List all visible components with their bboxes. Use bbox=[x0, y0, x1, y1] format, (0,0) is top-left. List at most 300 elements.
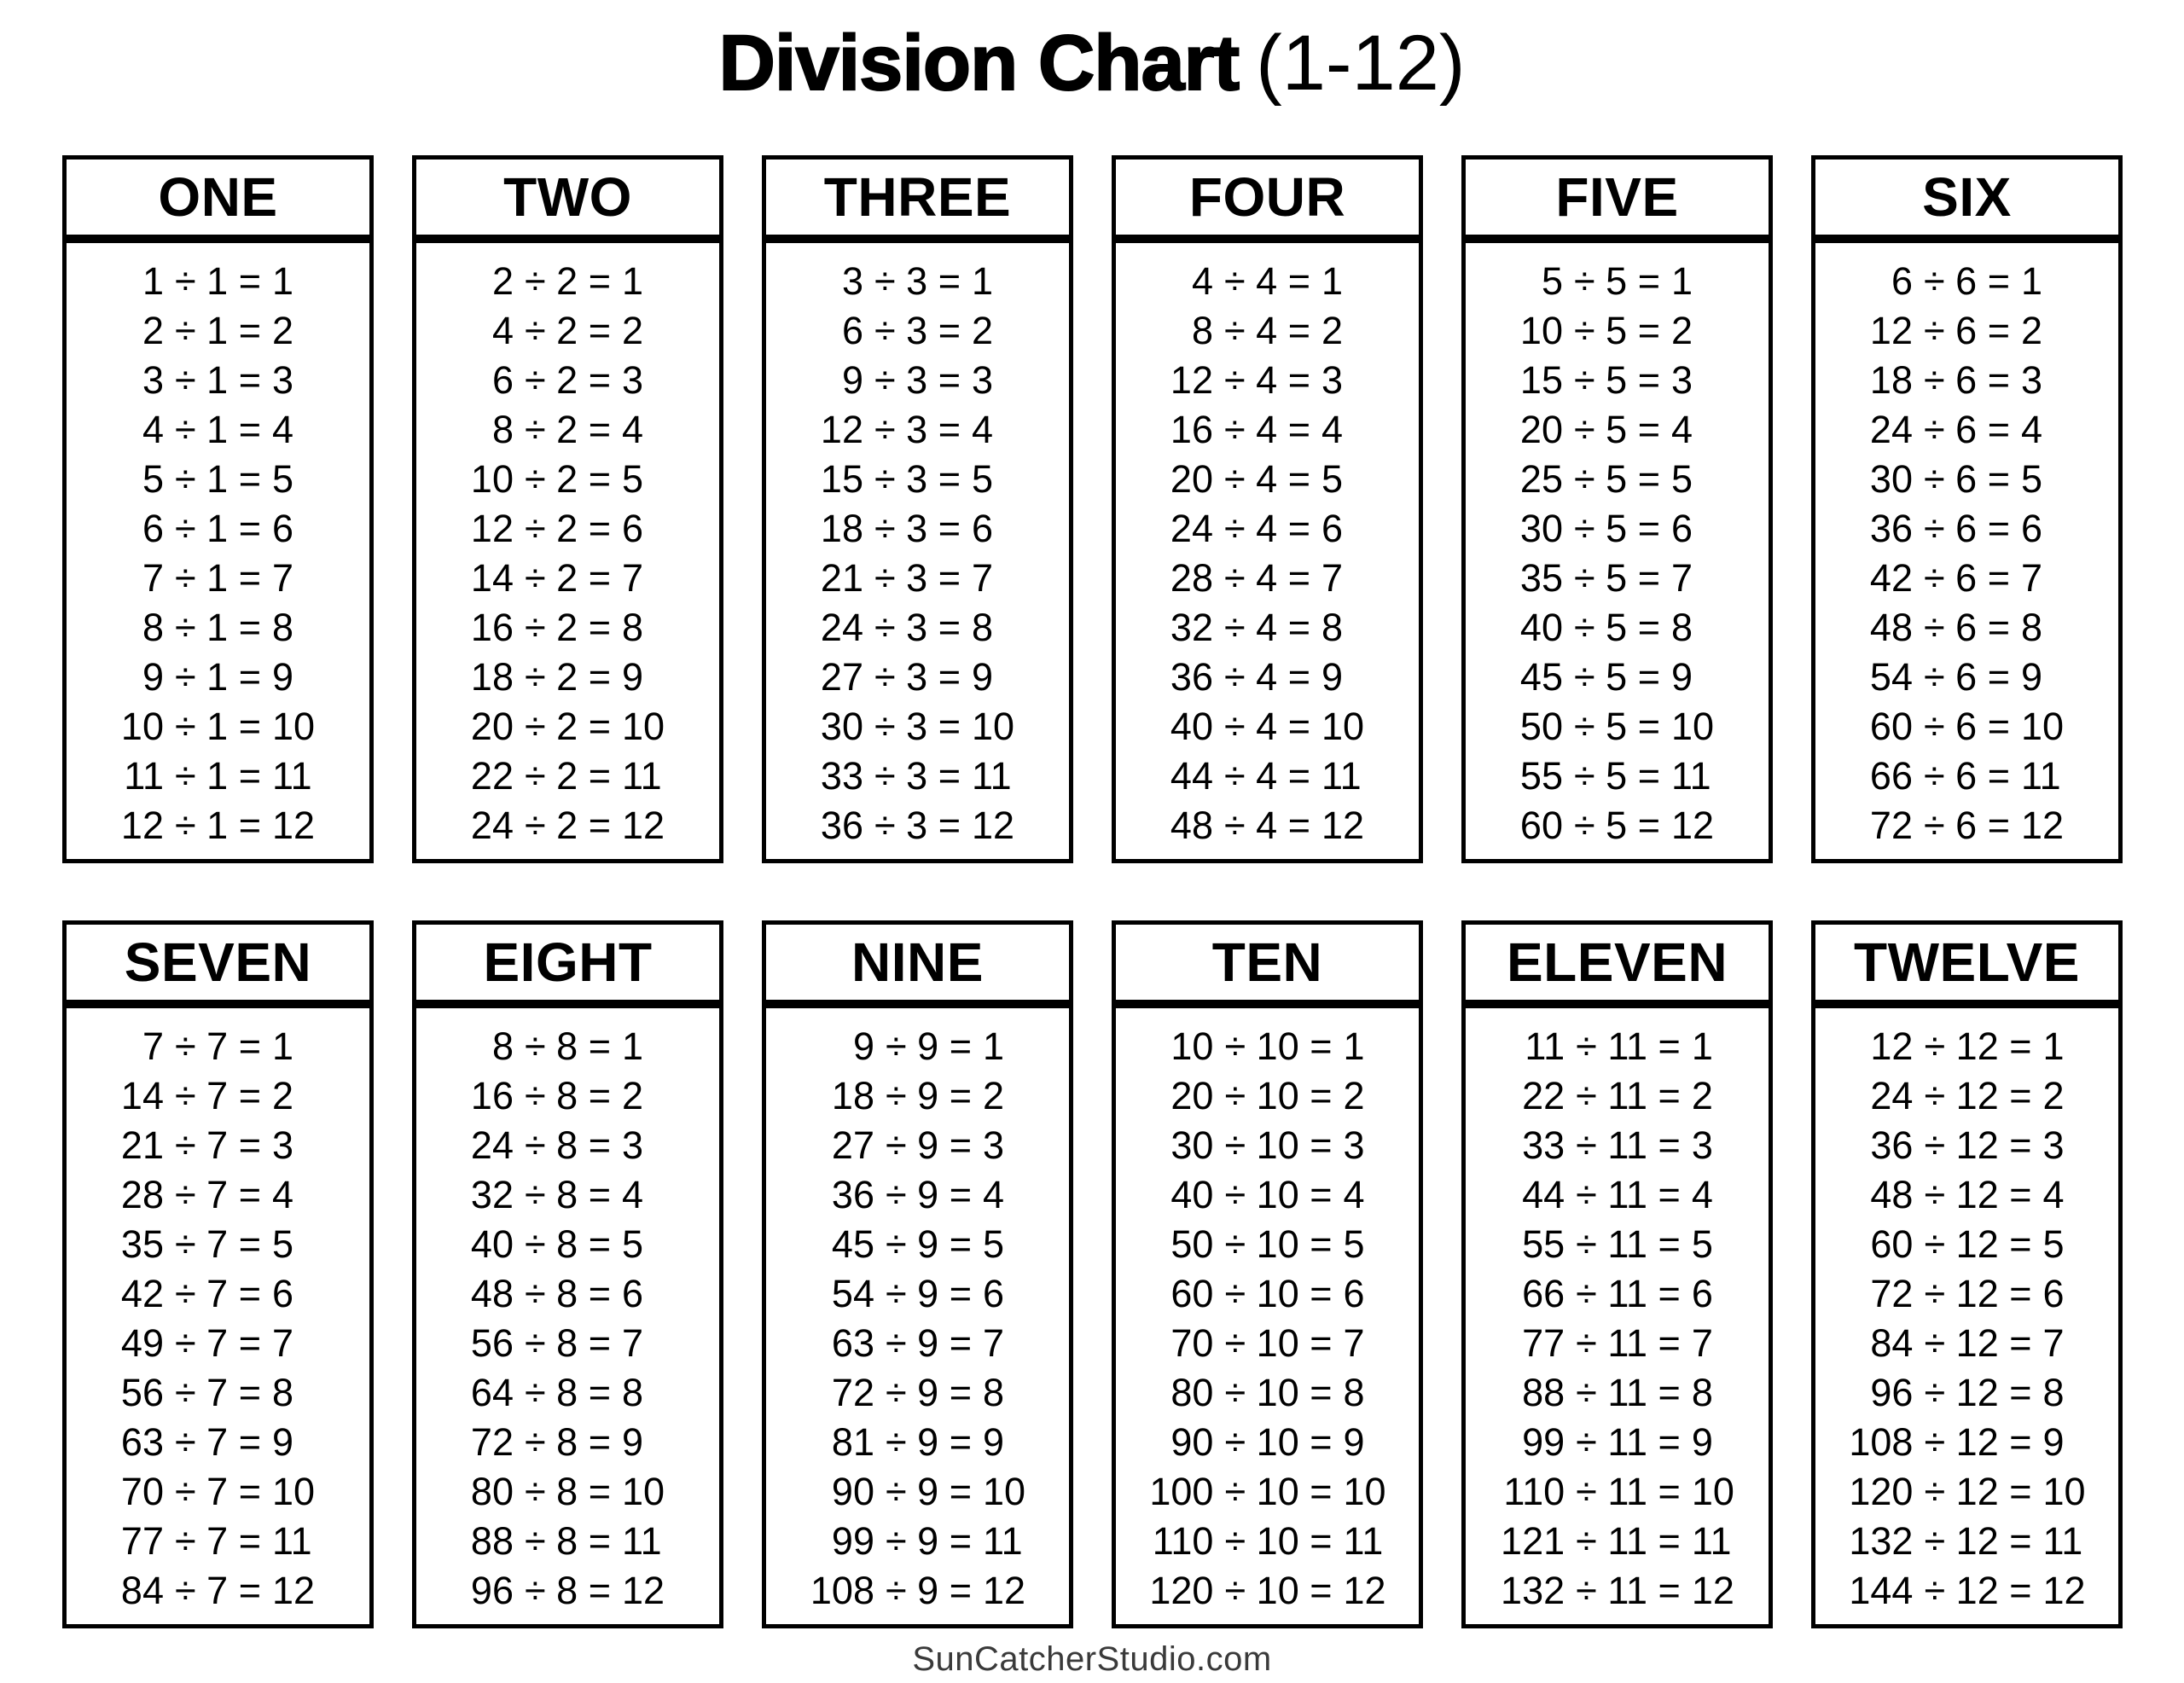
fact-operator: ÷ 2 = bbox=[524, 754, 611, 798]
fact-dividend: 6 bbox=[142, 507, 164, 550]
fact-quotient: 10 bbox=[972, 705, 1015, 748]
fact-dividend: 32 bbox=[470, 1173, 514, 1216]
fact-quotient: 11 bbox=[2042, 1519, 2083, 1563]
fact-operator: ÷ 10 = bbox=[1224, 1222, 1333, 1266]
fact-quotient: 4 bbox=[972, 408, 994, 451]
fact-operator: ÷ 9 = bbox=[885, 1321, 972, 1365]
fact-quotient: 7 bbox=[983, 1321, 1005, 1365]
fact-quotient: 7 bbox=[972, 556, 994, 600]
fact-operator: ÷ 7 = bbox=[174, 1173, 261, 1216]
division-fact bbox=[1466, 752, 1769, 801]
fact-dividend: 60 bbox=[1519, 804, 1563, 847]
fact-dividend: 24 bbox=[1870, 1074, 1914, 1117]
division-fact bbox=[1116, 306, 1419, 356]
division-fact bbox=[1815, 1517, 2118, 1566]
fact-quotient: 6 bbox=[1321, 507, 1344, 550]
division-panel-six bbox=[1811, 155, 2123, 863]
fact-dividend: 7 bbox=[142, 556, 164, 600]
fact-dividend: 16 bbox=[470, 1074, 514, 1117]
fact-dividend: 12 bbox=[820, 408, 863, 451]
fact-dividend: 108 bbox=[1849, 1420, 1914, 1464]
fact-quotient: 2 bbox=[983, 1074, 1005, 1117]
fact-dividend: 50 bbox=[1519, 705, 1563, 748]
fact-quotient: 9 bbox=[2021, 655, 2043, 699]
fact-quotient: 11 bbox=[622, 754, 662, 798]
panels-row-2 bbox=[0, 920, 2184, 1628]
fact-operator: ÷ 9 = bbox=[885, 1420, 972, 1464]
panel-header-label: ELEVEN bbox=[1461, 920, 1773, 1004]
fact-dividend: 12 bbox=[470, 507, 514, 550]
fact-dividend: 44 bbox=[1522, 1173, 1565, 1216]
division-fact bbox=[1116, 1319, 1419, 1368]
fact-dividend: 21 bbox=[820, 556, 863, 600]
fact-dividend: 8 bbox=[491, 1024, 514, 1068]
fact-operator: ÷ 10 = bbox=[1224, 1024, 1333, 1068]
fact-operator: ÷ 12 = bbox=[1924, 1123, 2032, 1167]
fact-quotient: 1 bbox=[622, 259, 644, 303]
fact-dividend: 80 bbox=[1170, 1371, 1214, 1414]
fact-quotient: 3 bbox=[622, 1123, 644, 1167]
fact-quotient: 1 bbox=[1321, 259, 1344, 303]
division-fact bbox=[766, 1022, 1069, 1071]
fact-quotient: 2 bbox=[1691, 1074, 1713, 1117]
fact-operator: ÷ 4 = bbox=[1223, 705, 1310, 748]
division-fact bbox=[1466, 356, 1769, 405]
fact-operator: ÷ 8 = bbox=[524, 1470, 611, 1513]
fact-operator: ÷ 7 = bbox=[174, 1519, 261, 1563]
division-fact bbox=[416, 1220, 719, 1269]
division-fact bbox=[67, 1269, 369, 1319]
fact-dividend: 40 bbox=[1519, 606, 1563, 649]
panel-header-label: FIVE bbox=[1461, 155, 1773, 239]
division-fact bbox=[416, 1467, 719, 1517]
division-fact bbox=[1116, 1368, 1419, 1418]
fact-dividend: 81 bbox=[831, 1420, 874, 1464]
fact-quotient: 1 bbox=[1343, 1024, 1365, 1068]
fact-quotient: 2 bbox=[2021, 309, 2043, 352]
fact-operator: ÷ 8 = bbox=[524, 1074, 611, 1117]
fact-quotient: 8 bbox=[622, 1371, 644, 1414]
division-panel-seven bbox=[62, 920, 374, 1628]
fact-dividend: 88 bbox=[1522, 1371, 1565, 1414]
fact-dividend: 11 bbox=[1525, 1024, 1565, 1068]
division-fact bbox=[1466, 702, 1769, 752]
division-fact bbox=[1466, 1022, 1769, 1071]
fact-dividend: 48 bbox=[1170, 804, 1213, 847]
fact-quotient: 4 bbox=[272, 1173, 294, 1216]
fact-quotient: 7 bbox=[2042, 1321, 2065, 1365]
fact-operator: ÷ 4 = bbox=[1223, 358, 1310, 402]
panel-body bbox=[62, 1004, 374, 1628]
fact-dividend: 4 bbox=[1191, 259, 1213, 303]
fact-dividend: 12 bbox=[1170, 358, 1213, 402]
fact-operator: ÷ 7 = bbox=[174, 1024, 261, 1068]
division-fact bbox=[1466, 653, 1769, 702]
division-fact bbox=[67, 405, 369, 455]
fact-quotient: 1 bbox=[983, 1024, 1005, 1068]
division-fact bbox=[416, 1121, 719, 1170]
fact-quotient: 9 bbox=[1671, 655, 1693, 699]
fact-dividend: 42 bbox=[120, 1272, 164, 1315]
fact-quotient: 9 bbox=[2042, 1420, 2065, 1464]
fact-quotient: 11 bbox=[2021, 754, 2061, 798]
panel-header-label: FOUR bbox=[1112, 155, 1423, 239]
fact-quotient: 9 bbox=[972, 655, 994, 699]
fact-quotient: 8 bbox=[272, 1371, 294, 1414]
fact-dividend: 24 bbox=[470, 804, 514, 847]
fact-operator: ÷ 6 = bbox=[1923, 259, 2010, 303]
fact-dividend: 108 bbox=[810, 1569, 874, 1612]
panel-header-label: TWELVE bbox=[1811, 920, 2123, 1004]
division-fact bbox=[766, 504, 1069, 554]
fact-operator: ÷ 2 = bbox=[524, 507, 611, 550]
fact-operator: ÷ 11 = bbox=[1576, 1272, 1681, 1315]
fact-quotient: 2 bbox=[272, 309, 294, 352]
fact-dividend: 27 bbox=[820, 655, 863, 699]
division-fact bbox=[1466, 1121, 1769, 1170]
fact-quotient: 4 bbox=[983, 1173, 1005, 1216]
fact-quotient: 6 bbox=[972, 507, 994, 550]
fact-operator: ÷ 6 = bbox=[1923, 507, 2010, 550]
fact-operator: ÷ 10 = bbox=[1224, 1321, 1333, 1365]
division-fact bbox=[766, 1269, 1069, 1319]
division-fact bbox=[1466, 1418, 1769, 1467]
fact-operator: ÷ 12 = bbox=[1924, 1074, 2032, 1117]
fact-quotient: 7 bbox=[622, 556, 644, 600]
fact-operator: ÷ 7 = bbox=[174, 1470, 261, 1513]
division-fact bbox=[67, 1022, 369, 1071]
division-fact bbox=[1116, 653, 1419, 702]
panel-body bbox=[1461, 1004, 1773, 1628]
fact-operator: ÷ 3 = bbox=[874, 408, 961, 451]
panel-body bbox=[412, 239, 723, 863]
fact-quotient: 8 bbox=[983, 1371, 1005, 1414]
fact-dividend: 1 bbox=[142, 259, 164, 303]
division-fact bbox=[766, 405, 1069, 455]
fact-operator: ÷ 11 = bbox=[1576, 1519, 1681, 1563]
fact-dividend: 10 bbox=[470, 457, 514, 501]
fact-quotient: 4 bbox=[622, 1173, 644, 1216]
fact-quotient: 6 bbox=[1691, 1272, 1713, 1315]
fact-dividend: 132 bbox=[1849, 1519, 1914, 1563]
division-fact bbox=[1815, 1368, 2118, 1418]
fact-dividend: 5 bbox=[1541, 259, 1563, 303]
fact-operator: ÷ 3 = bbox=[874, 705, 961, 748]
fact-dividend: 20 bbox=[1519, 408, 1563, 451]
fact-quotient: 10 bbox=[622, 705, 665, 748]
fact-operator: ÷ 4 = bbox=[1223, 457, 1310, 501]
fact-quotient: 2 bbox=[622, 1074, 644, 1117]
division-fact bbox=[416, 306, 719, 356]
fact-operator: ÷ 11 = bbox=[1576, 1173, 1681, 1216]
division-fact bbox=[1815, 1121, 2118, 1170]
fact-quotient: 12 bbox=[1671, 804, 1715, 847]
fact-dividend: 100 bbox=[1149, 1470, 1214, 1513]
fact-quotient: 2 bbox=[622, 309, 644, 352]
fact-operator: ÷ 2 = bbox=[524, 705, 611, 748]
division-panel-four bbox=[1112, 155, 1423, 863]
fact-quotient: 10 bbox=[2042, 1470, 2086, 1513]
fact-operator: ÷ 3 = bbox=[874, 655, 961, 699]
fact-quotient: 10 bbox=[622, 1470, 665, 1513]
fact-operator: ÷ 6 = bbox=[1923, 655, 2010, 699]
division-fact bbox=[416, 1319, 719, 1368]
fact-operator: ÷ 1 = bbox=[174, 804, 261, 847]
fact-dividend: 48 bbox=[470, 1272, 514, 1315]
fact-quotient: 1 bbox=[622, 1024, 644, 1068]
division-fact bbox=[67, 1467, 369, 1517]
division-fact bbox=[1466, 603, 1769, 653]
fact-operator: ÷ 12 = bbox=[1924, 1321, 2032, 1365]
fact-dividend: 36 bbox=[1170, 655, 1213, 699]
fact-operator: ÷ 3 = bbox=[874, 259, 961, 303]
fact-quotient: 7 bbox=[622, 1321, 644, 1365]
division-fact bbox=[766, 702, 1069, 752]
division-fact bbox=[766, 801, 1069, 850]
fact-dividend: 21 bbox=[120, 1123, 164, 1167]
fact-quotient: 8 bbox=[622, 606, 644, 649]
division-panel-eleven bbox=[1461, 920, 1773, 1628]
division-fact bbox=[67, 1170, 369, 1220]
fact-dividend: 28 bbox=[1170, 556, 1213, 600]
fact-quotient: 3 bbox=[2042, 1123, 2065, 1167]
division-fact bbox=[766, 1418, 1069, 1467]
fact-operator: ÷ 4 = bbox=[1223, 804, 1310, 847]
division-fact bbox=[766, 1220, 1069, 1269]
fact-operator: ÷ 9 = bbox=[885, 1024, 972, 1068]
division-fact bbox=[1466, 554, 1769, 603]
division-fact bbox=[1116, 1467, 1419, 1517]
fact-operator: ÷ 6 = bbox=[1923, 606, 2010, 649]
fact-dividend: 8 bbox=[491, 408, 514, 451]
division-fact bbox=[67, 702, 369, 752]
fact-operator: ÷ 1 = bbox=[174, 754, 261, 798]
fact-operator: ÷ 12 = bbox=[1924, 1272, 2032, 1315]
fact-dividend: 121 bbox=[1501, 1519, 1565, 1563]
fact-dividend: 63 bbox=[120, 1420, 164, 1464]
division-fact bbox=[1116, 752, 1419, 801]
fact-operator: ÷ 2 = bbox=[524, 606, 611, 649]
fact-quotient: 9 bbox=[1691, 1420, 1713, 1464]
fact-operator: ÷ 6 = bbox=[1923, 705, 2010, 748]
division-fact bbox=[67, 752, 369, 801]
fact-quotient: 9 bbox=[1343, 1420, 1365, 1464]
fact-operator: ÷ 6 = bbox=[1923, 358, 2010, 402]
fact-dividend: 120 bbox=[1849, 1470, 1914, 1513]
fact-dividend: 49 bbox=[120, 1321, 164, 1365]
fact-dividend: 99 bbox=[1522, 1420, 1565, 1464]
fact-quotient: 11 bbox=[272, 1519, 312, 1563]
fact-dividend: 2 bbox=[491, 259, 514, 303]
fact-dividend: 24 bbox=[1869, 408, 1913, 451]
division-fact bbox=[67, 653, 369, 702]
fact-operator: ÷ 8 = bbox=[524, 1173, 611, 1216]
fact-quotient: 10 bbox=[1671, 705, 1715, 748]
fact-dividend: 28 bbox=[120, 1173, 164, 1216]
division-fact bbox=[416, 1418, 719, 1467]
division-panel-twelve bbox=[1811, 920, 2123, 1628]
division-fact bbox=[1466, 1269, 1769, 1319]
division-fact bbox=[1116, 1071, 1419, 1121]
page-title bbox=[0, 0, 2184, 107]
division-fact bbox=[67, 1517, 369, 1566]
fact-dividend: 20 bbox=[1170, 1074, 1214, 1117]
fact-quotient: 10 bbox=[1343, 1470, 1386, 1513]
fact-quotient: 4 bbox=[622, 408, 644, 451]
fact-operator: ÷ 12 = bbox=[1924, 1519, 2032, 1563]
fact-quotient: 6 bbox=[2021, 507, 2043, 550]
fact-operator: ÷ 1 = bbox=[174, 408, 261, 451]
fact-operator: ÷ 11 = bbox=[1576, 1222, 1681, 1266]
division-fact bbox=[416, 1170, 719, 1220]
division-fact bbox=[766, 1170, 1069, 1220]
fact-quotient: 2 bbox=[2042, 1074, 2065, 1117]
fact-operator: ÷ 10 = bbox=[1224, 1519, 1333, 1563]
fact-dividend: 6 bbox=[1891, 259, 1913, 303]
fact-quotient: 5 bbox=[622, 457, 644, 501]
fact-dividend: 36 bbox=[1869, 507, 1913, 550]
fact-operator: ÷ 10 = bbox=[1224, 1569, 1333, 1612]
fact-dividend: 3 bbox=[142, 358, 164, 402]
fact-quotient: 1 bbox=[972, 259, 994, 303]
fact-quotient: 5 bbox=[2021, 457, 2043, 501]
division-fact bbox=[1466, 1517, 1769, 1566]
fact-operator: ÷ 7 = bbox=[174, 1569, 261, 1612]
fact-quotient: 6 bbox=[272, 507, 294, 550]
division-fact bbox=[1815, 257, 2118, 306]
fact-dividend: 70 bbox=[120, 1470, 164, 1513]
division-fact bbox=[766, 1467, 1069, 1517]
fact-quotient: 11 bbox=[272, 754, 312, 798]
division-fact bbox=[67, 455, 369, 504]
division-fact bbox=[1116, 801, 1419, 850]
fact-dividend: 30 bbox=[1869, 457, 1913, 501]
fact-operator: ÷ 10 = bbox=[1224, 1470, 1333, 1513]
fact-dividend: 40 bbox=[470, 1222, 514, 1266]
division-fact bbox=[1466, 504, 1769, 554]
fact-operator: ÷ 8 = bbox=[524, 1420, 611, 1464]
fact-operator: ÷ 8 = bbox=[524, 1123, 611, 1167]
fact-dividend: 96 bbox=[1870, 1371, 1914, 1414]
fact-dividend: 72 bbox=[1869, 804, 1913, 847]
fact-dividend: 48 bbox=[1869, 606, 1913, 649]
division-fact bbox=[766, 1319, 1069, 1368]
division-fact bbox=[1466, 257, 1769, 306]
fact-dividend: 16 bbox=[1170, 408, 1213, 451]
panel-header-label: TEN bbox=[1112, 920, 1423, 1004]
panel-body bbox=[1811, 1004, 2123, 1628]
fact-operator: ÷ 3 = bbox=[874, 606, 961, 649]
fact-dividend: 60 bbox=[1869, 705, 1913, 748]
panel-header-label: SEVEN bbox=[62, 920, 374, 1004]
footer-credit: SunCatcherStudio.com bbox=[912, 1640, 1272, 1678]
panel-body bbox=[762, 239, 1073, 863]
fact-quotient: 10 bbox=[983, 1470, 1026, 1513]
fact-dividend: 12 bbox=[120, 804, 164, 847]
division-fact bbox=[1466, 1368, 1769, 1418]
fact-dividend: 60 bbox=[1870, 1222, 1914, 1266]
fact-operator: ÷ 12 = bbox=[1924, 1371, 2032, 1414]
fact-dividend: 84 bbox=[120, 1569, 164, 1612]
division-fact bbox=[766, 1368, 1069, 1418]
fact-dividend: 110 bbox=[1503, 1470, 1565, 1513]
division-fact bbox=[1466, 1071, 1769, 1121]
fact-operator: ÷ 5 = bbox=[1573, 309, 1660, 352]
fact-quotient: 12 bbox=[272, 804, 316, 847]
panel-body bbox=[762, 1004, 1073, 1628]
division-panel-eight bbox=[412, 920, 723, 1628]
fact-operator: ÷ 10 = bbox=[1224, 1272, 1333, 1315]
division-fact bbox=[766, 306, 1069, 356]
fact-quotient: 4 bbox=[2021, 408, 2043, 451]
fact-quotient: 5 bbox=[1671, 457, 1693, 501]
fact-dividend: 144 bbox=[1849, 1569, 1914, 1612]
division-fact bbox=[1116, 356, 1419, 405]
fact-dividend: 6 bbox=[491, 358, 514, 402]
fact-quotient: 7 bbox=[272, 1321, 294, 1365]
fact-operator: ÷ 9 = bbox=[885, 1470, 972, 1513]
fact-operator: ÷ 1 = bbox=[174, 507, 261, 550]
fact-dividend: 27 bbox=[831, 1123, 874, 1167]
division-fact bbox=[1466, 455, 1769, 504]
fact-quotient: 1 bbox=[1691, 1024, 1713, 1068]
fact-dividend: 42 bbox=[1869, 556, 1913, 600]
fact-operator: ÷ 1 = bbox=[174, 705, 261, 748]
panel-header-label: THREE bbox=[762, 155, 1073, 239]
fact-dividend: 16 bbox=[470, 606, 514, 649]
fact-quotient: 8 bbox=[1343, 1371, 1365, 1414]
fact-operator: ÷ 5 = bbox=[1573, 358, 1660, 402]
fact-operator: ÷ 11 = bbox=[1576, 1371, 1681, 1414]
division-fact bbox=[766, 653, 1069, 702]
fact-quotient: 5 bbox=[972, 457, 994, 501]
division-fact bbox=[1815, 1418, 2118, 1467]
fact-quotient: 7 bbox=[1671, 556, 1693, 600]
fact-operator: ÷ 6 = bbox=[1923, 408, 2010, 451]
fact-operator: ÷ 11 = bbox=[1576, 1074, 1681, 1117]
fact-dividend: 40 bbox=[1170, 705, 1213, 748]
fact-operator: ÷ 4 = bbox=[1223, 408, 1310, 451]
fact-quotient: 5 bbox=[1321, 457, 1344, 501]
fact-quotient: 4 bbox=[1343, 1173, 1365, 1216]
fact-operator: ÷ 6 = bbox=[1923, 457, 2010, 501]
division-fact bbox=[1815, 1022, 2118, 1071]
division-fact bbox=[67, 801, 369, 850]
fact-quotient: 8 bbox=[1691, 1371, 1713, 1414]
fact-dividend: 12 bbox=[1869, 309, 1913, 352]
fact-dividend: 30 bbox=[1170, 1123, 1214, 1167]
fact-operator: ÷ 6 = bbox=[1923, 754, 2010, 798]
fact-operator: ÷ 7 = bbox=[174, 1123, 261, 1167]
panel-body bbox=[1112, 1004, 1423, 1628]
fact-dividend: 18 bbox=[831, 1074, 874, 1117]
fact-dividend: 54 bbox=[1869, 655, 1913, 699]
fact-operator: ÷ 6 = bbox=[1923, 309, 2010, 352]
fact-operator: ÷ 5 = bbox=[1573, 804, 1660, 847]
panel-body bbox=[1112, 239, 1423, 863]
fact-quotient: 9 bbox=[622, 655, 644, 699]
division-fact bbox=[1466, 405, 1769, 455]
division-fact bbox=[1116, 405, 1419, 455]
division-fact bbox=[67, 554, 369, 603]
division-panel-two bbox=[412, 155, 723, 863]
fact-quotient: 7 bbox=[1691, 1321, 1713, 1365]
fact-dividend: 7 bbox=[142, 1024, 164, 1068]
fact-quotient: 10 bbox=[272, 1470, 316, 1513]
fact-operator: ÷ 11 = bbox=[1576, 1569, 1681, 1612]
fact-dividend: 96 bbox=[470, 1569, 514, 1612]
fact-dividend: 11 bbox=[124, 754, 164, 798]
